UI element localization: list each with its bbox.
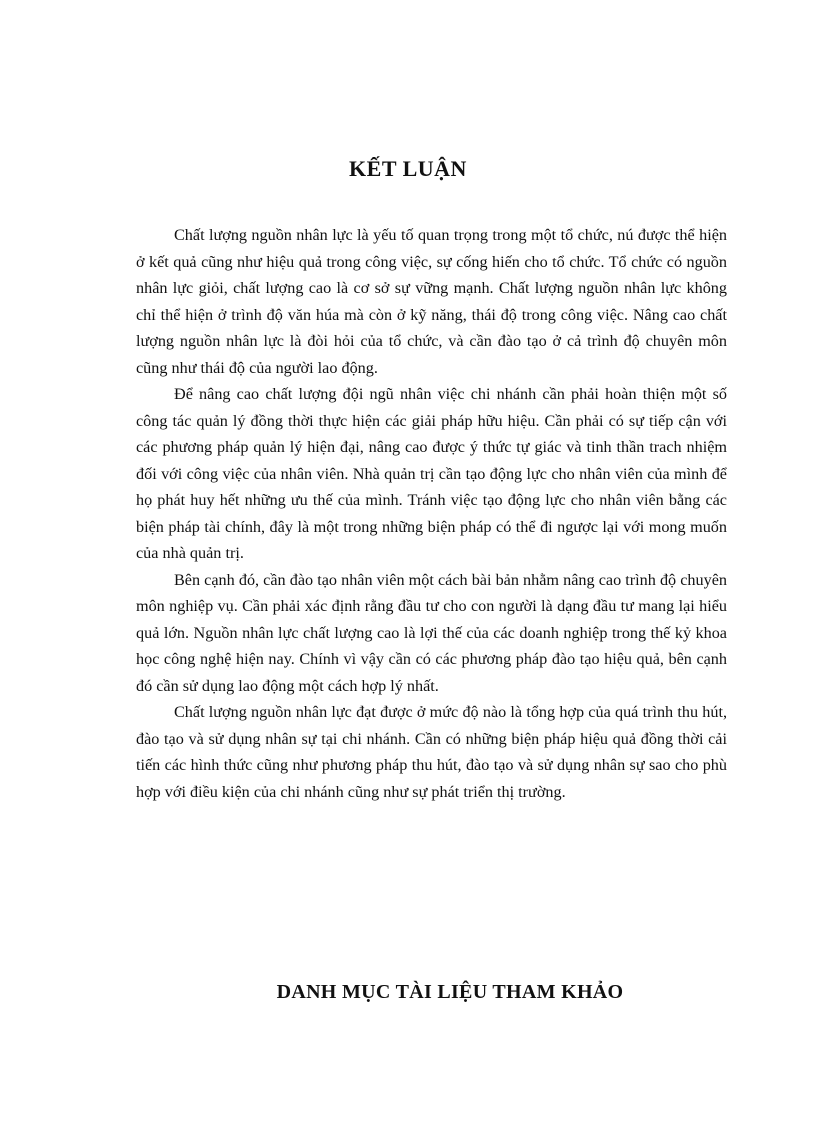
conclusion-paragraph-2: Để nâng cao chất lượng đội ngũ nhân việc chi nhánh cần phải hoàn thiện một số công tác quản lý đồng thời thực hiện các giải pháp hữu hiệu. Cần phải có sự tiếp cận với các phương pháp quản lý hiện đại, nâng cao được ý thức tự giác và tinh thần trach nhiệm đối với công việc của nhân viên. Nhà quản trị cần tạo động lực cho nhân viên của mình để họ phát huy hết những ưu thế của mình. Tránh việc tạo động lực cho nhân viên bằng các biện pháp tài chính, đây là một trong những biện pháp có thể đi ngược lại với mong muốn của nhà quản trị. bbox=[136, 385, 727, 562]
references-heading: DANH MỤC TÀI LIỆU THAM KHẢO bbox=[276, 981, 624, 1003]
conclusion-heading: KẾT LUẬN bbox=[349, 156, 467, 181]
conclusion-paragraph-4: Chất lượng nguồn nhân lực đạt được ở mức độ nào là tổng hợp của quá trình thu hút, đào tạo và sử dụng nhân sự tại chi nhánh. Cần có những biện pháp hiệu quả đồng thời cải tiến các hình thức cũng như phương pháp thu hút, đào tạo và sử dụng nhân sự sao cho phù hợp với điều kiện của chi nhánh cũng như sự phát triển thị trường. bbox=[136, 703, 727, 801]
conclusion-paragraph-1: Chất lượng nguồn nhân lực là yếu tố quan trọng trong một tổ chức, nú được thể hiện ở kết quả cũng như hiệu quả trong công việc, sự cống hiến cho tổ chức. Tổ chức có nguồn nhân lực giỏi, chất lượng cao là cơ sở sự vững mạnh. Chất lượng nguồn nhân lực không chỉ thể hiện ở trình độ văn húa mà còn ở kỹ năng, thái độ trong công việc. Nâng cao chất lượng nguồn nhân lực là đòi hỏi của tổ chức, và cần đào tạo ở cả trình độ chuyên môn cũng như thái độ của người lao động. bbox=[136, 226, 727, 377]
conclusion-paragraph-3: Bên cạnh đó, cần đào tạo nhân viên một cách bài bản nhằm nâng cao trình độ chuyên môn nghiệp vụ. Cần phải xác định rằng đầu tư cho con người là dạng đầu tư mang lại hiểu quả lớn. Nguồn nhân lực chất lượng cao là lợi thế của các doanh nghiệp trong thế kỷ khoa học công nghệ hiện nay. Chính vì vậy cần có các phương pháp đào tạo hiệu quả, bên cạnh đó cần sử dụng lao động một cách hợp lý nhất. bbox=[136, 570, 727, 695]
conclusion-body bbox=[136, 222, 727, 805]
